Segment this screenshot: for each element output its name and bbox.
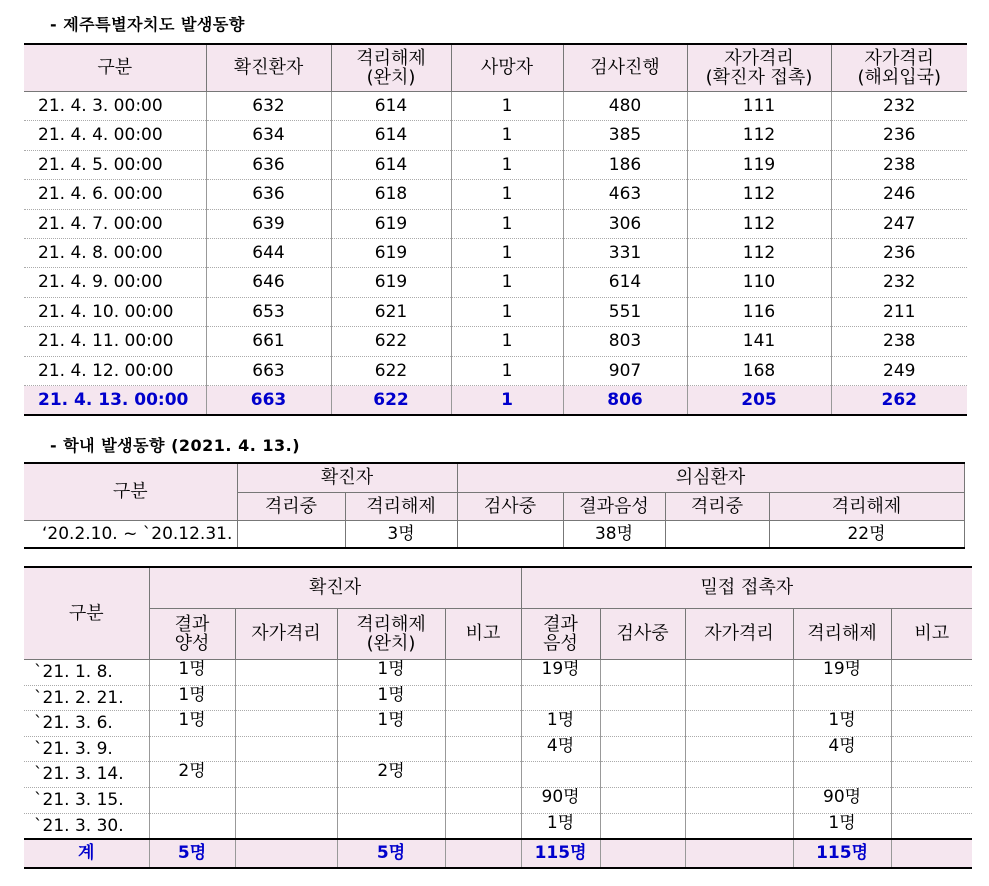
table-row — [24, 327, 967, 356]
table-cell: 21. 4. 8. 00:00 — [24, 238, 206, 267]
total-cell: 115명 — [521, 839, 600, 868]
table-cell: 1 — [451, 356, 563, 385]
table-cell: 1명 — [149, 711, 235, 737]
table-cell — [445, 813, 521, 839]
table-cell — [891, 685, 972, 711]
table-cell: 112 — [687, 238, 831, 267]
table-cell: 1명 — [521, 711, 600, 737]
table-cell — [149, 813, 235, 839]
table-cell: 622 — [331, 327, 451, 356]
table-cell — [793, 685, 891, 711]
table-cell: 618 — [331, 180, 451, 209]
table-cell — [235, 762, 337, 788]
table-row — [24, 150, 967, 179]
table-cell: 1 — [451, 268, 563, 297]
table-cell — [891, 660, 972, 686]
t1-header: 구분 — [24, 44, 206, 92]
total-cell: 5명 — [149, 839, 235, 868]
table-cell: 110 — [687, 268, 831, 297]
table-cell — [337, 813, 445, 839]
table-cell: 634 — [206, 121, 331, 150]
table-cell — [521, 762, 600, 788]
t1-header: 자가격리 (확진자 접촉) — [687, 44, 831, 92]
table-row — [24, 521, 964, 549]
table-cell — [600, 660, 685, 686]
table-cell — [445, 660, 521, 686]
table-cell — [235, 736, 337, 762]
table-cell: 21. 4. 13. 00:00 — [24, 385, 206, 415]
table-cell — [891, 736, 972, 762]
table-row — [24, 813, 972, 839]
t3-sub-header: 자가격리 — [685, 609, 793, 660]
table-cell: 116 — [687, 297, 831, 326]
table-cell: `21. 3. 6. — [24, 711, 149, 737]
table-row — [24, 711, 972, 737]
table-cell: 236 — [831, 238, 967, 267]
table-row — [24, 268, 967, 297]
total-cell: 계 — [24, 839, 149, 868]
table-cell: 907 — [563, 356, 687, 385]
table-cell: `21. 2. 21. — [24, 685, 149, 711]
table-cell: 38명 — [563, 521, 665, 549]
table-cell: 21. 4. 5. 00:00 — [24, 150, 206, 179]
table-cell: 4명 — [521, 736, 600, 762]
table-cell: 2명 — [337, 762, 445, 788]
table-cell — [445, 736, 521, 762]
table-cell — [600, 711, 685, 737]
table-cell — [685, 736, 793, 762]
table-cell — [891, 787, 972, 813]
table-cell: 663 — [206, 385, 331, 415]
table-cell: 21. 4. 4. 00:00 — [24, 121, 206, 150]
table-row — [24, 385, 967, 415]
table-cell — [793, 762, 891, 788]
t2-header-gubun: 구분 — [24, 463, 237, 521]
t1-header: 격리해제 (완치) — [331, 44, 451, 92]
table-cell: 463 — [563, 180, 687, 209]
table-cell: 632 — [206, 92, 331, 121]
table-cell: 4명 — [793, 736, 891, 762]
table-cell: 3명 — [345, 521, 457, 549]
table-cell: 1명 — [337, 660, 445, 686]
total-cell: 5명 — [337, 839, 445, 868]
table-row — [24, 685, 972, 711]
table-cell — [600, 762, 685, 788]
table-row — [24, 121, 967, 150]
table-cell: 1명 — [149, 685, 235, 711]
table-cell: 621 — [331, 297, 451, 326]
table-cell: 232 — [831, 92, 967, 121]
table-cell: 238 — [831, 327, 967, 356]
table-cell: 1명 — [337, 711, 445, 737]
table-cell — [600, 787, 685, 813]
table-row — [24, 736, 972, 762]
table-row — [24, 180, 967, 209]
table-cell: 21. 4. 7. 00:00 — [24, 209, 206, 238]
table-cell: 232 — [831, 268, 967, 297]
table-cell — [665, 521, 769, 549]
table-cell: 385 — [563, 121, 687, 150]
table-cell — [685, 685, 793, 711]
table-cell — [445, 685, 521, 711]
table-cell: 622 — [331, 385, 451, 415]
table-cell: 112 — [687, 209, 831, 238]
t3-sub-header: 자가격리 — [235, 609, 337, 660]
table-cell — [445, 711, 521, 737]
table-cell: 663 — [206, 356, 331, 385]
t1-header: 검사진행 — [563, 44, 687, 92]
table-row — [24, 297, 967, 326]
t3-sub-header: 격리해제 (완치) — [337, 609, 445, 660]
table-cell: 1 — [451, 385, 563, 415]
table-cell: 636 — [206, 180, 331, 209]
table-cell: 306 — [563, 209, 687, 238]
total-cell — [685, 839, 793, 868]
table-cell — [337, 787, 445, 813]
table-cell — [600, 685, 685, 711]
table-cell: 247 — [831, 209, 967, 238]
t3-sub-header: 비고 — [445, 609, 521, 660]
table-cell: 111 — [687, 92, 831, 121]
table-cell — [337, 736, 445, 762]
table-row — [24, 92, 967, 121]
table-cell — [685, 787, 793, 813]
total-cell — [235, 839, 337, 868]
table-cell: 22명 — [769, 521, 964, 549]
table-cell: 331 — [563, 238, 687, 267]
t3-sub-header: 결과 음성 — [521, 609, 600, 660]
total-row — [24, 839, 972, 868]
table-cell: 480 — [563, 92, 687, 121]
t3-header-confirmed: 확진자 — [149, 567, 521, 609]
t3-header-gubun: 구분 — [24, 567, 149, 660]
table-cell: 1명 — [337, 685, 445, 711]
table-cell — [521, 685, 600, 711]
table-cell: 1 — [451, 327, 563, 356]
table-cell: 806 — [563, 385, 687, 415]
table-cell — [891, 711, 972, 737]
table-cell — [457, 521, 563, 549]
t3-sub-header: 결과 양성 — [149, 609, 235, 660]
table-cell: 619 — [331, 268, 451, 297]
t2-sub-header: 격리해제 — [345, 493, 457, 521]
table-cell: 1 — [451, 297, 563, 326]
table-cell — [685, 711, 793, 737]
table-cell: 1 — [451, 150, 563, 179]
table-cell: 2명 — [149, 762, 235, 788]
table-cell: 1 — [451, 180, 563, 209]
table-cell: 1명 — [521, 813, 600, 839]
table-cell — [685, 813, 793, 839]
table-cell: 19명 — [521, 660, 600, 686]
campus-status-table — [24, 462, 965, 549]
table-cell: 1 — [451, 92, 563, 121]
table-cell: 238 — [831, 150, 967, 179]
table-cell: 112 — [687, 121, 831, 150]
table-cell: `21. 1. 8. — [24, 660, 149, 686]
table-cell: 21. 4. 10. 00:00 — [24, 297, 206, 326]
t3-header-contacts: 밀접 접촉자 — [521, 567, 972, 609]
table-cell: 614 — [331, 92, 451, 121]
t1-header: 자가격리 (해외입국) — [831, 44, 967, 92]
table-row — [24, 660, 972, 686]
table-cell: 262 — [831, 385, 967, 415]
table-cell — [149, 787, 235, 813]
t2-sub-header: 결과음성 — [563, 493, 665, 521]
table-cell: ‘20.2.10. ~ `20.12.31. — [24, 521, 237, 549]
t2-sub-header: 격리중 — [237, 493, 345, 521]
table-cell — [235, 787, 337, 813]
table-cell: 19명 — [793, 660, 891, 686]
table-cell: 21. 4. 9. 00:00 — [24, 268, 206, 297]
table-cell: 622 — [331, 356, 451, 385]
table-cell — [445, 762, 521, 788]
table-cell: 639 — [206, 209, 331, 238]
table-cell: 1명 — [793, 711, 891, 737]
table-cell — [685, 660, 793, 686]
t3-sub-header: 비고 — [891, 609, 972, 660]
section2-title: - 학내 발생동향 (2021. 4. 13.) — [50, 436, 301, 455]
t1-header: 확진환자 — [206, 44, 331, 92]
table-cell — [891, 813, 972, 839]
table-cell — [891, 762, 972, 788]
table-cell: 246 — [831, 180, 967, 209]
table-cell: 186 — [563, 150, 687, 179]
table-row — [24, 356, 967, 385]
table-cell — [237, 521, 345, 549]
table-cell: 21. 4. 12. 00:00 — [24, 356, 206, 385]
table-cell: 90명 — [521, 787, 600, 813]
table-cell — [235, 685, 337, 711]
total-cell — [891, 839, 972, 868]
table-row — [24, 762, 972, 788]
table-cell: 1 — [451, 209, 563, 238]
table-cell: 236 — [831, 121, 967, 150]
table-cell — [600, 736, 685, 762]
table-cell — [235, 813, 337, 839]
table-row — [24, 787, 972, 813]
table-cell: 168 — [687, 356, 831, 385]
section1-title: - 제주특별자치도 발생동향 — [50, 15, 245, 34]
t2-header-suspected: 의심환자 — [457, 463, 964, 493]
table-cell: 141 — [687, 327, 831, 356]
table-cell: 614 — [331, 121, 451, 150]
total-cell — [445, 839, 521, 868]
table-cell: 1 — [451, 238, 563, 267]
table-cell: 636 — [206, 150, 331, 179]
table-cell: 21. 4. 11. 00:00 — [24, 327, 206, 356]
table-cell: 551 — [563, 297, 687, 326]
table-cell: 644 — [206, 238, 331, 267]
table-cell: 661 — [206, 327, 331, 356]
table-cell — [235, 711, 337, 737]
table-cell: 21. 4. 6. 00:00 — [24, 180, 206, 209]
table-cell: 803 — [563, 327, 687, 356]
t2-header-confirmed: 확진자 — [237, 463, 457, 493]
table-cell: 119 — [687, 150, 831, 179]
table-cell — [149, 736, 235, 762]
table-cell: 1명 — [793, 813, 891, 839]
contact-tracing-table — [24, 566, 972, 869]
t3-sub-header: 검사중 — [600, 609, 685, 660]
table-cell — [445, 787, 521, 813]
table-cell: 646 — [206, 268, 331, 297]
t2-sub-header: 격리중 — [665, 493, 769, 521]
table-cell: `21. 3. 15. — [24, 787, 149, 813]
table-cell: 1명 — [149, 660, 235, 686]
table-cell: 1 — [451, 121, 563, 150]
table-cell: 614 — [331, 150, 451, 179]
table-cell: 211 — [831, 297, 967, 326]
table-cell — [685, 762, 793, 788]
table-cell: `21. 3. 30. — [24, 813, 149, 839]
t1-header: 사망자 — [451, 44, 563, 92]
total-cell — [600, 839, 685, 868]
table-cell: `21. 3. 14. — [24, 762, 149, 788]
table-row — [24, 238, 967, 267]
table-cell — [600, 813, 685, 839]
table-row — [24, 209, 967, 238]
total-cell: 115명 — [793, 839, 891, 868]
table-cell: 90명 — [793, 787, 891, 813]
t3-sub-header: 격리해제 — [793, 609, 891, 660]
table-cell: `21. 3. 9. — [24, 736, 149, 762]
jeju-status-table — [24, 43, 967, 416]
table-cell: 112 — [687, 180, 831, 209]
table-cell: 653 — [206, 297, 331, 326]
table-cell: 205 — [687, 385, 831, 415]
table-cell: 614 — [563, 268, 687, 297]
t2-sub-header: 검사중 — [457, 493, 563, 521]
table-cell: 21. 4. 3. 00:00 — [24, 92, 206, 121]
table-cell: 249 — [831, 356, 967, 385]
table-cell — [235, 660, 337, 686]
table-cell: 619 — [331, 209, 451, 238]
t2-sub-header: 격리해제 — [769, 493, 964, 521]
table-cell: 619 — [331, 238, 451, 267]
